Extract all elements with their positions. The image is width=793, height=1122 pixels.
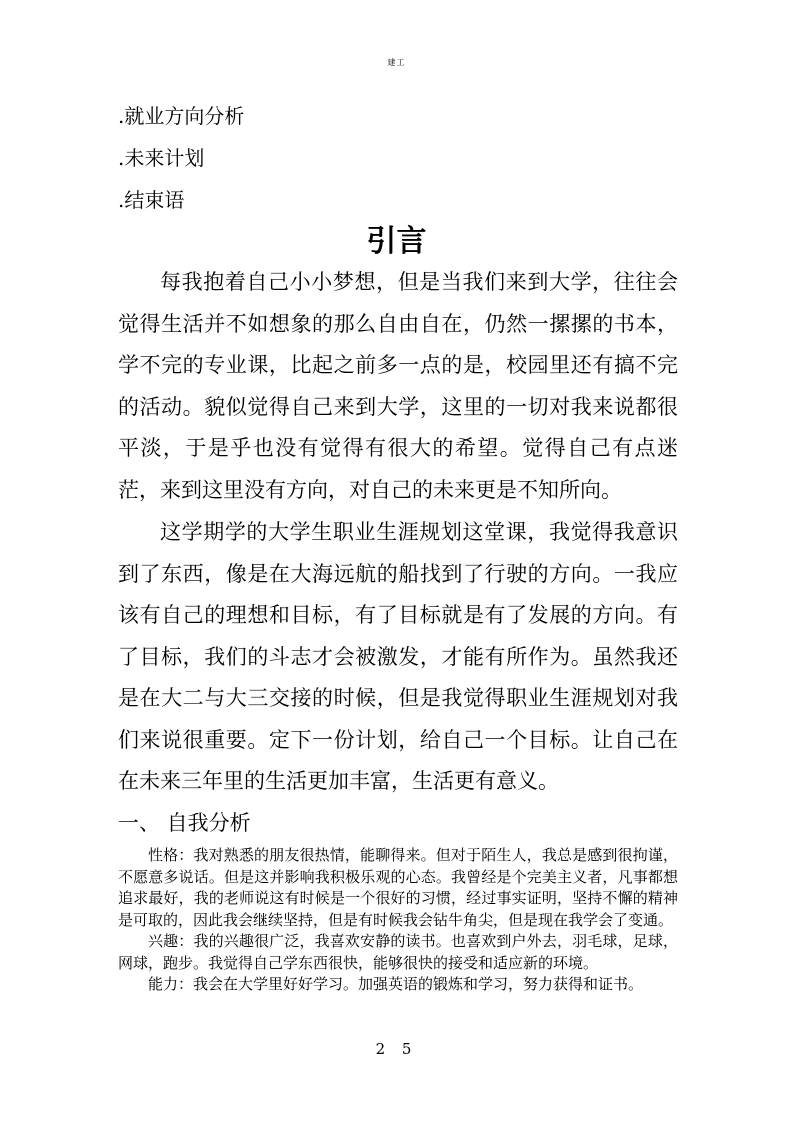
section-heading-self-analysis: 一、 自我分析 [118,811,251,835]
page-number: 2 5 [375,1040,418,1058]
intro-paragraph-1: 每我抱着自己小小梦想，但是当我们来到大学，往往会觉得生活并不如想象的那么自由自在，仍然一摞摞的书本，学不完的专业课，比起之前多一点的是，校园里还有搞不完的活动。貌似觉得自己来到大学，这里的一切对我来说都很平淡，于是乎也没有觉得有很大的希望。觉得自己有点迷茫，来到这里没有方向，对自己的未来更是不知所向。 [118,270,678,502]
intro-paragraph-2: 这学期学的大学生职业生涯规划这堂课，我觉得我意识到了东西，像是在大海远航的船找到了行驶的方向。一我应该有自己的理想和目标，有了目标就是有了发展的方向。有了目标，我们的斗志才会被激发，才能有所作为。虽然我还是在大二与大三交接的时候，但是我觉得职业生涯规划对我们来说很重要。定下一份计划，给自己一个目标。让自己在在未来三年里的生活更加丰富，生活更有意义。 [118,520,678,793]
interest-paragraph: 兴趣：我的兴趣很广泛，我喜欢安静的读书。也喜欢到户外去，羽毛球，足球，网球，跑步。我觉得自己学东西很快，能够很快的接受和适应新的环境。 [118,932,678,972]
toc-item-employment-analysis: .就业方向分析 [118,104,245,128]
page-header: 建工 [387,58,406,67]
personality-paragraph: 性格：我对熟悉的朋友很热情，能聊得来。但对于陌生人，我总是感到很拘谨，不愿意多说话。但是这并影响我积极乐观的心态。我曾经是个完美主义者，凡事都想追求最好，我的老师说这有时候是一个很好的习惯，经过事实证明，坚持不懈的精神是可取的，因此我会继续坚持，但是有时候我会钻牛角尖，但是现在我学会了变通。 [118,846,678,929]
toc-item-future-plan: .未来计划 [118,146,205,170]
self-analysis-body [118,845,678,996]
toc-item-conclusion: .结束语 [118,188,185,212]
intro-title: 引言 [366,224,427,259]
ability-paragraph: 能力：我会在大学里好好学习。加强英语的锻炼和学习，努力获得和证书。 [148,975,644,993]
